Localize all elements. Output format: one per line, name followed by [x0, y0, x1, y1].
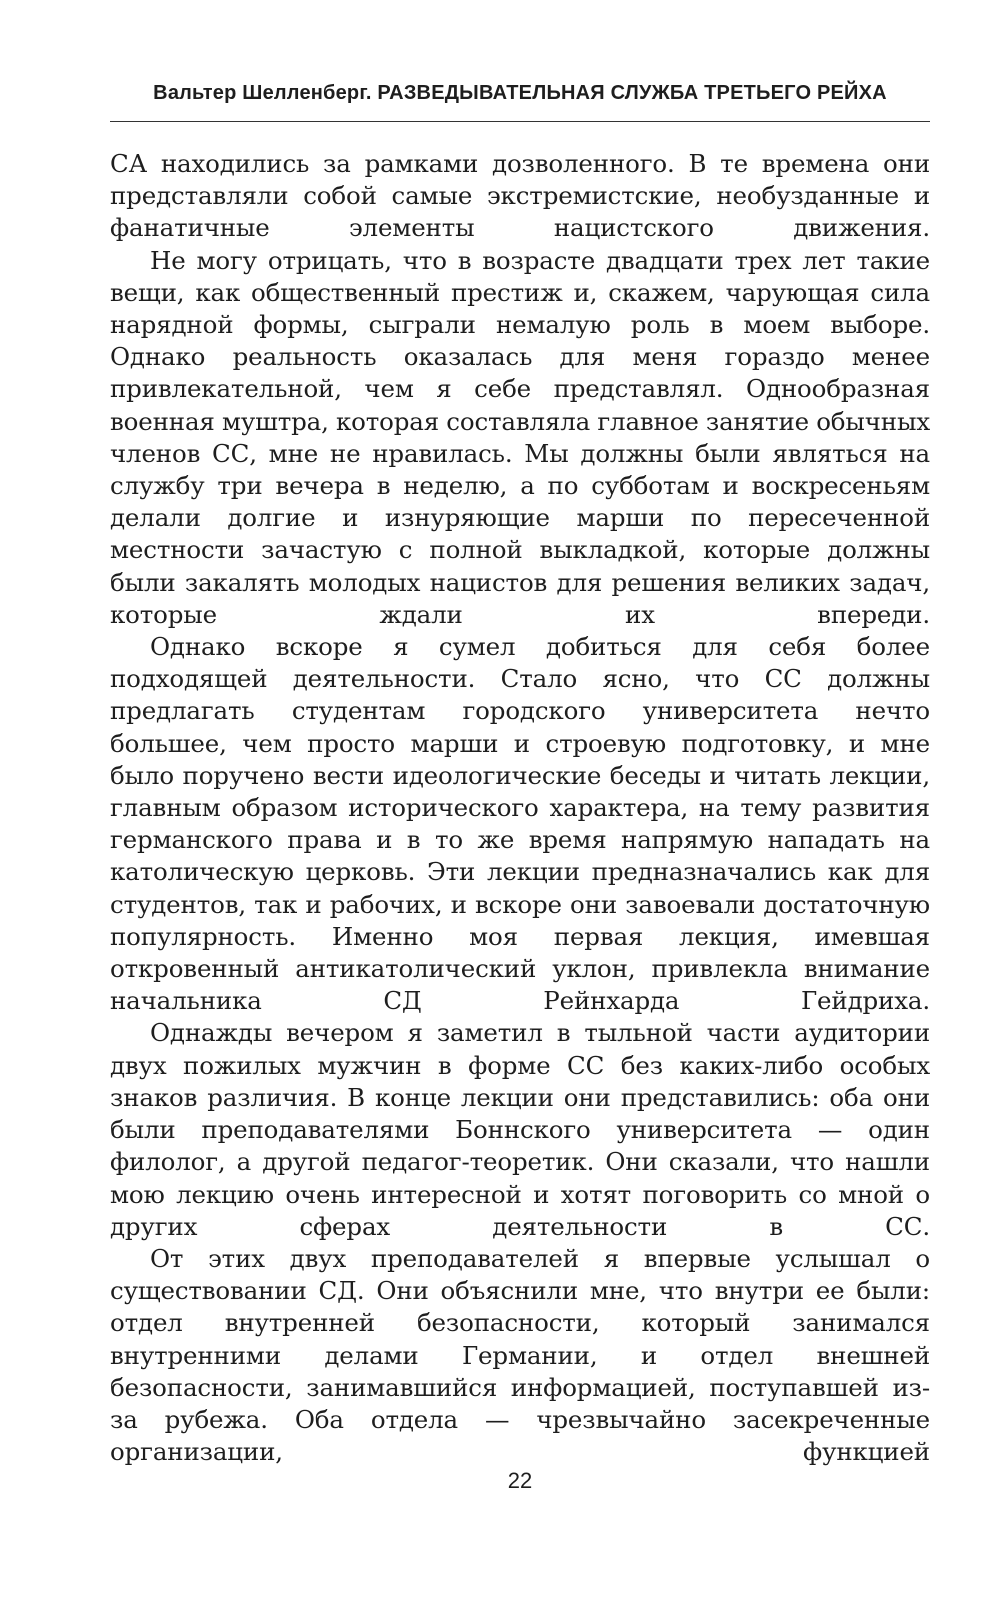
paragraph-5: От этих двух преподавателей я впервые услышал о существовании СД. Они объяснили мне, что внутри ее были: отдел внутренней безопасности, который занимался внутренними делами Германии, и отдел внешней безопасности, занимавшийся информацией, поступавшей из-за рубежа. Оба отдела — чрезвычайно засекреченные организации, функцией	[110, 1243, 930, 1467]
running-header	[110, 82, 930, 105]
page-number: 22	[507, 1468, 533, 1493]
paragraph-2: Не могу отрицать, что в возрасте двадцати трех лет такие вещи, как общественный престиж и, скажем, чарующая сила нарядной формы, сыграли немалую роль в моем выборе. Однако реальность оказалась для меня гораздо менее привлекательной, чем я себе представлял. Однообразная военная муштра, которая составляла главное занятие обычных членов СС, мне не нравилась. Мы должны были являться на службу три вечера в неделю, а по субботам и воскресеньям делали долгие и изнуряющие марши по пересеченной местности зачастую с полной выкладкой, которые должны были закалять молодых нацистов для решения великих задач, которые ждали их впереди.	[110, 245, 930, 629]
header-book-title: РАЗВЕДЫВАТЕЛЬНАЯ СЛУЖБА ТРЕТЬЕГО РЕЙХА	[377, 82, 887, 104]
body-text	[110, 148, 930, 1468]
header-author: Вальтер Шелленберг.	[153, 82, 372, 104]
header-rule	[110, 121, 930, 122]
paragraph-4: Однажды вечером я заметил в тыльной части аудитории двух пожилых мужчин в форме СС без каких-либо особых знаков различия. В конце лекции они представились: оба они были преподавателями Боннского университета — один филолог, а другой педагог-теоретик. Они сказали, что нашли мою лекцию очень интересной и хотят поговорить со мной о других сферах деятельности в СС.	[110, 1018, 930, 1241]
paragraph-3: Однако вскоре я сумел добиться для себя более подходящей деятельности. Стало ясно, что СС должны предлагать студентам городского университета нечто большее, чем просто марши и строевую подготовку, и мне было поручено вести идеологические беседы и читать лекции, главным образом исторического характера, на тему развития германского права и в то же время напрямую нападать на католическую церковь. Эти лекции предназначались как для студентов, так и рабочих, и вскоре они завоевали достаточную популярность. Именно моя первая лекция, имевшая откровенный антикатолический уклон, привлекла внимание начальника СД Рейнхарда Гейдриха.	[110, 632, 930, 1016]
paragraph-1: СА находились за рамками дозволенного. В те времена они представляли собой самые экстремистские, необузданные и фанатичные элементы нацистского движения.	[110, 149, 930, 243]
